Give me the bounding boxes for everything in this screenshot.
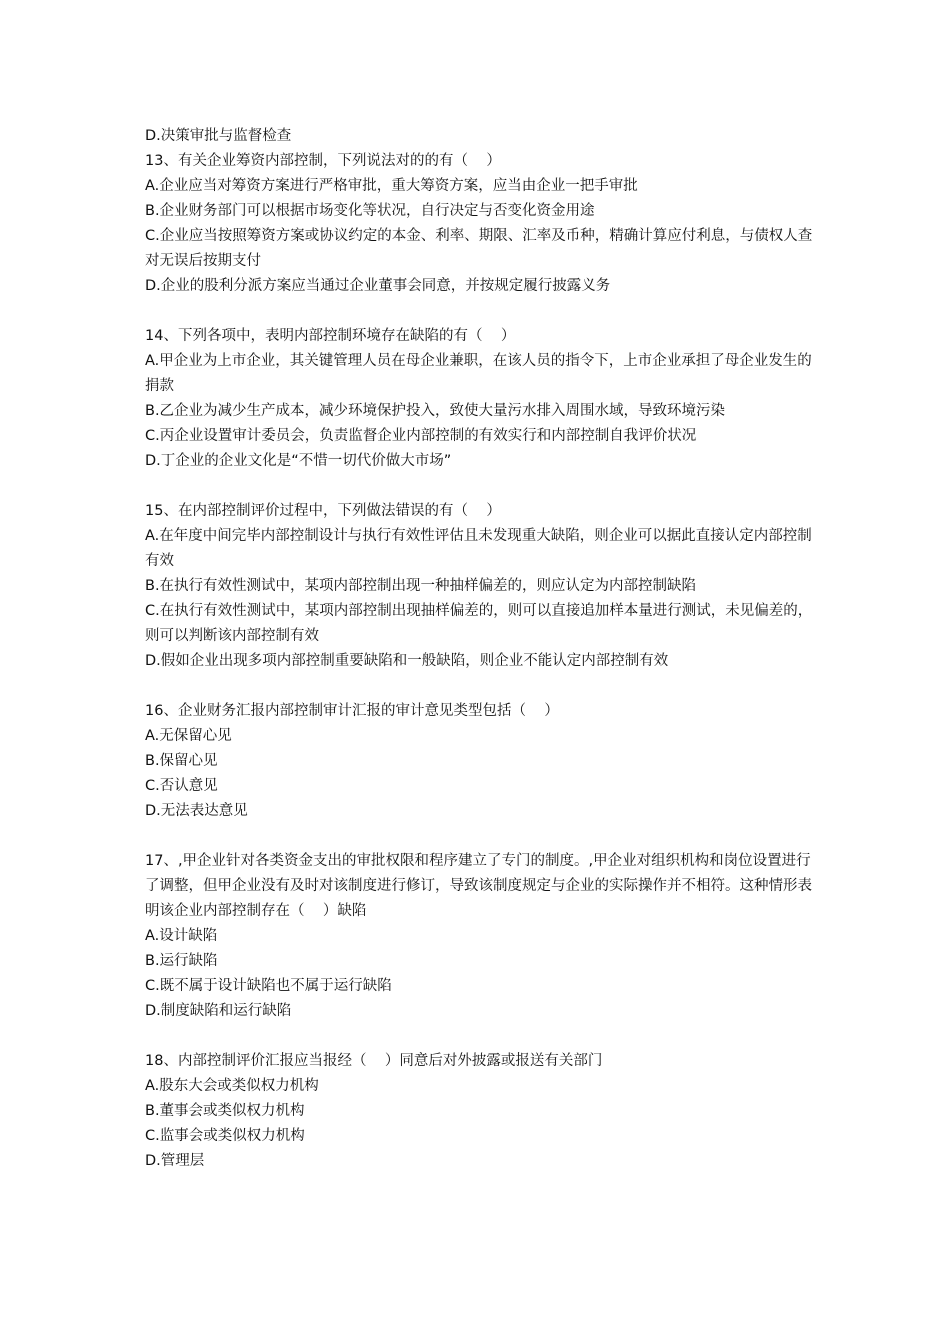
question-18 [145,1049,815,1174]
question-stem: 18、内部控制评价汇报应当报经（ ）同意后对外披露或报送有关部门 [145,1053,603,1069]
question-16 [145,699,815,824]
option-d: D.假如企业出现多项内部控制重要缺陷和一般缺陷，则企业不能认定内部控制有效 [145,653,669,669]
option-b: B.在执行有效性测试中，某项内部控制出现一种抽样偏差的，则应认定为内部控制缺陷 [145,578,697,594]
question-17 [145,849,815,1024]
option-b: B.保留心见 [145,753,218,769]
question-13 [145,149,815,299]
option-a: A.企业应当对筹资方案进行严格审批，重大筹资方案，应当由企业一把手审批 [145,178,638,194]
carryover-block [145,124,815,149]
question-stem: 14、下列各项中，表明内部控制环境存在缺陷的有（ ） [145,328,516,344]
option-d: D.管理层 [145,1153,205,1169]
option-d: D.无法表达意见 [145,803,248,819]
option-a: A.在年度中间完毕内部控制设计与执行有效性评估且未发现重大缺陷，则企业可以据此直接认定内部控制有效 [145,528,812,569]
question-stem: 17、,甲企业针对各类资金支出的审批权限和程序建立了专门的制度。,甲企业对组织机构和岗位设置进行了调整，但甲企业没有及时对该制度进行修订，导致该制度规定与企业的实际操作并不相符。这种情形表明该企业内部控制存在（ ）缺陷 [145,853,812,919]
option-c: C.丙企业设置审计委员会，负责监督企业内部控制的有效实行和内部控制自我评价状况 [145,428,697,444]
question-stem: 13、有关企业筹资内部控制，下列说法对的的有（ ） [145,153,501,169]
option-b: B.运行缺陷 [145,953,218,969]
option-c: C.监事会或类似权力机构 [145,1128,305,1144]
option-a: A.股东大会或类似权力机构 [145,1078,319,1094]
option-c: C.既不属于设计缺陷也不属于运行缺陷 [145,978,392,994]
option-c: C.否认意见 [145,778,218,794]
question-stem: 15、在内部控制评价过程中，下列做法错误的有（ ） [145,503,501,519]
question-14 [145,324,815,474]
option-a: A.甲企业为上市企业，其关键管理人员在母企业兼职，在该人员的指令下，上市企业承担了母企业发生的捐款 [145,353,812,394]
option-c: C.在执行有效性测试中，某项内部控制出现抽样偏差的，则可以直接追加样本量进行测试，未见偏差的，则可以判断该内部控制有效 [145,603,813,644]
option-b: B.乙企业为减少生产成本，减少环境保护投入，致使大量污水排入周围水域，导致环境污染 [145,403,726,419]
option-a: A.无保留心见 [145,728,232,744]
option-d: D.决策审批与监督检查 [145,128,292,144]
option-c: C.企业应当按照筹资方案或协议约定的本金、利率、期限、汇率及币种，精确计算应付利息，与债权人查对无误后按期支付 [145,228,813,269]
question-stem: 16、企业财务汇报内部控制审计汇报的审计意见类型包括（ ） [145,703,559,719]
question-15 [145,499,815,674]
option-d: D.丁企业的企业文化是“不惜一切代价做大市场” [145,453,452,469]
option-a: A.设计缺陷 [145,928,218,944]
option-d: D.企业的股利分派方案应当通过企业董事会同意，并按规定履行披露义务 [145,278,611,294]
document-page [145,124,815,1199]
option-b: B.董事会或类似权力机构 [145,1103,305,1119]
option-d: D.制度缺陷和运行缺陷 [145,1003,292,1019]
option-b: B.企业财务部门可以根据市场变化等状况，自行决定与否变化资金用途 [145,203,595,219]
